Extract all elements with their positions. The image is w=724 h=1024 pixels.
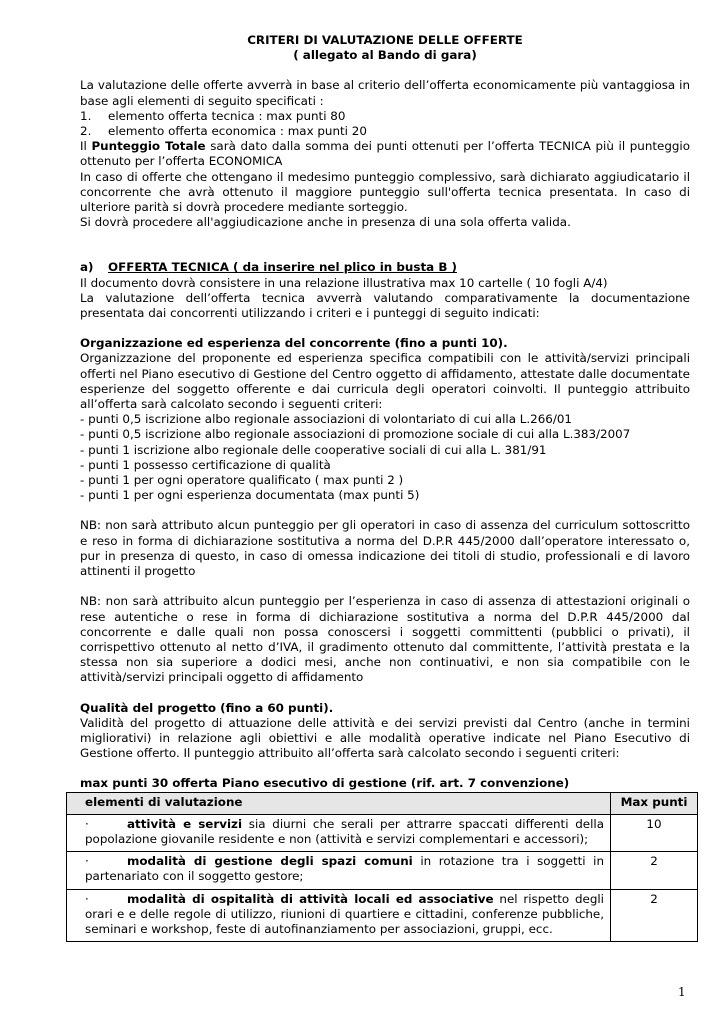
bullet-icon: · [85, 854, 89, 869]
table-cell-description [67, 889, 611, 942]
section-a-paragraph: Il documento dovrà consistere in una relazione illustrativa max 10 cartelle ( 10 fogli A/4) [80, 275, 608, 290]
table-row [67, 889, 698, 942]
intro-list-item [80, 124, 690, 139]
criterion-text: nel rispetto degli orari e e delle regole di utilizzo, riunioni di quartiere e cittadini, conferenze pubbliche, seminari e workshop, feste di autofinanziamento per associazioni, gruppi, ecc. [85, 891, 604, 936]
text-fragment: sarà dato dalla somma dei punti ottenuti per l’offerta TECNICA più il punteggio ottenuto per l’offerta ECONOMICA [80, 139, 691, 169]
criteria-item: - punti 1 possesso certificazione di qualità [80, 457, 331, 472]
column-header-elements: elementi di valutazione [67, 792, 611, 814]
note-paragraph: NB: non sarà attribuito alcun punteggio per l’esperienza in caso di assenza di attestazioni originali o rese autentiche o rese in forma di dichiarazione sostitutiva a norma del D.P.R 445/2000 dal concorrente e dalle quali non possa conoscersi i soggetti committenti (pubblici o privati), il corrispettivo ottenuto al netto d’IVA, il gradimento ottenuto dal committente, l’attività prestata e la stessa non sia superiore a dodici mesi, anche non continuativi, e non sia compatibile con le attività/servizi principali oggetto di affidamento [80, 594, 690, 685]
section-title: OFFERTA TECNICA ( da inserire nel plico in busta B ) [108, 260, 457, 275]
bullet-icon: · [85, 816, 89, 831]
criteria-item: - punti 1 per ogni operatore qualificato ( max punti 2 ) [80, 473, 404, 488]
table-cell-points: 10 [611, 814, 698, 851]
document-title: CRITERI DI VALUTAZIONE DELLE OFFERTE [247, 33, 523, 47]
section-a-paragraph: La valutazione dell’offerta tecnica avverrà valutando comparativamente la documentazione presentata dai concorrenti utilizzando i criteri e i punteggi di seguito indicati: [80, 290, 690, 321]
single-offer-paragraph: Si dovrà procedere all'aggiudicazione anche in presenza di una sola offerta valida. [80, 215, 571, 230]
criterion-text: sia diurni che serali per attrarre spaccati differenti della popolazione giovanile residente e non (attività e servizi complementari e accessori); [85, 816, 604, 846]
intro-paragraph: La valutazione delle offerte avverrà in base al criterio dell’offerta economicamente più vantaggiosa in base agli elementi di seguito specificati : [80, 78, 690, 108]
quality-paragraph: Validità del progetto di attuazione delle attività e dei servizi previsti dal Centro (anche in termini migliorativi) in relazione agli obiettivi e alle modalità operative indicate nel Piano Esecutivo di Gestione offerto. Il punteggio attribuito all’offerta sarà calcolato secondo i seguenti criteri: [80, 715, 690, 761]
total-score-term: Punteggio Totale [91, 139, 206, 154]
criterion-title: modalità di gestione degli spazi comuni [127, 854, 413, 869]
column-header-points: Max punti [611, 792, 698, 814]
list-number: 1. [80, 108, 92, 123]
table-header-row [67, 792, 698, 814]
table-row [67, 852, 698, 889]
text-fragment: Il [80, 139, 92, 154]
table-cell-description [67, 852, 611, 889]
criteria-table [66, 792, 698, 943]
table-heading: max punti 30 offerta Piano esecutivo di gestione (rif. art. 7 convenzione) [80, 776, 570, 791]
total-score-paragraph [80, 139, 690, 169]
quality-heading: Qualità del progetto (fino a 60 punti). [80, 700, 334, 715]
criterion-title: attività e servizi [127, 816, 243, 831]
criterion-title: modalità di ospitalità di attività locali ed associative [127, 891, 494, 906]
tie-paragraph: In caso di offerte che ottengano il medesimo punteggio complessivo, sarà dichiarato aggiudicatario il concorrente che avrà ottenuto il maggiore punteggio sull'offerta tecnica presentata. In caso di ulteriore parità si dovrà procedere mediante sorteggio. [80, 169, 690, 215]
organization-heading: Organizzazione ed esperienza del concorrente (fino a punti 10). [80, 336, 508, 351]
section-letter: a) [80, 260, 94, 275]
bullet-icon: · [85, 891, 89, 906]
intro-list-item [80, 109, 690, 124]
document-content [80, 33, 690, 942]
section-a-heading [80, 260, 690, 275]
table-cell-points: 2 [611, 889, 698, 942]
list-text: elemento offerta tecnica : max punti 80 [108, 108, 346, 123]
list-text: elemento offerta economica : max punti 20 [108, 124, 367, 139]
criteria-item: - punti 1 iscrizione albo regionale delle cooperative sociali di cui alla L. 381/91 [80, 442, 547, 457]
list-number: 2. [80, 124, 92, 139]
criterion-text: in rotazione tra i soggetti in partenariato con il soggetto gestore; [85, 854, 604, 884]
table-cell-points: 2 [611, 852, 698, 889]
table-row [67, 814, 698, 851]
page-number: 1 [678, 985, 686, 999]
criteria-item: - punti 0,5 iscrizione albo regionale associazioni di volontariato di cui alla L.266/01 [80, 412, 572, 427]
document-subtitle: ( allegato al Bando di gara) [293, 48, 477, 63]
criteria-item: - punti 1 per ogni esperienza documentata (max punti 5) [80, 488, 420, 503]
table-cell-description [67, 814, 611, 851]
criteria-item: - punti 0,5 iscrizione albo regionale associazioni di promozione sociale di cui alla L.383/2007 [80, 427, 631, 442]
organization-paragraph: Organizzazione del proponente ed esperienza specifica compatibili con le attività/servizi principali offerti nel Piano esecutivo di Gestione del Centro oggetto di affidamento, attestate dalle documentate esperienze del soggetto offerente e dai curricula degli operatori coinvolti. Il punteggio attribuito all’offerta sarà calcolato secondo i seguenti criteri: [80, 351, 690, 412]
note-paragraph: NB: non sarà attributo alcun punteggio per gli operatori in caso di assenza del curriculum sottoscritto e reso in forma di dichiarazione sostitutiva a norma del D.P.R 445/2000 dall’operatore interessato o, pur in presenza di questo, in caso di omessa indicazione dei titoli di studio, professionali e di lavoro attinenti il progetto [80, 518, 690, 579]
